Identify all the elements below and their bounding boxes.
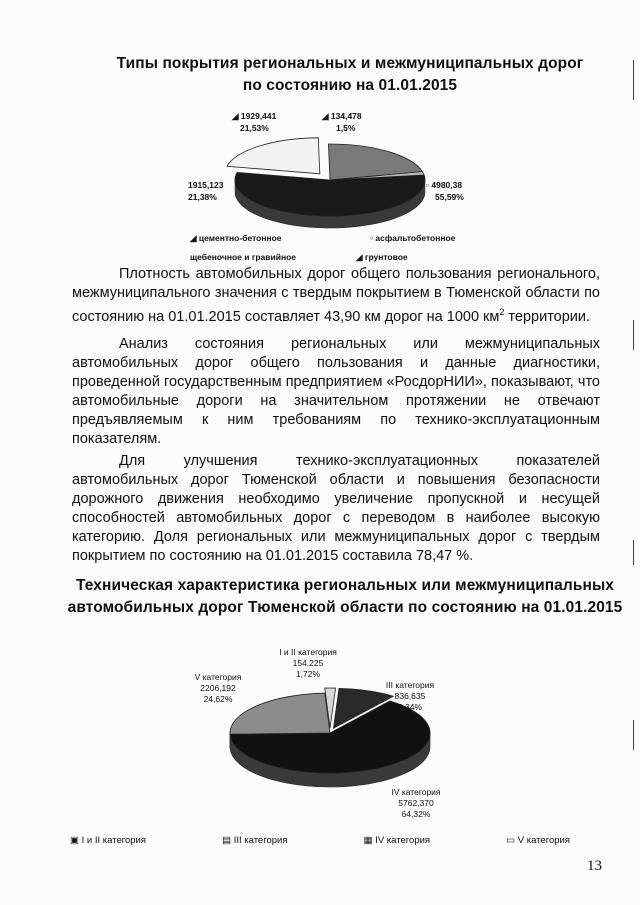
chart1-title-line1: Типы покрытия региональных и межмуниципальных дорог [116, 55, 584, 72]
chart1-label-gravel-percent: 21,38% [188, 192, 217, 202]
chart2-label-cat5-value: 2206,192 [200, 683, 236, 693]
chart2-label-cat5-percent: 24,62% [203, 694, 233, 704]
chart1-label-cement-value: ◢ 1929,441 [232, 111, 277, 121]
chart2-title [60, 575, 630, 619]
scan-edge-mark [633, 720, 634, 750]
chart2-legend-item: ▭ V категория [506, 835, 570, 846]
paragraph-density-superscript: 2 [499, 307, 505, 317]
chart1-title [70, 53, 630, 97]
chart2-label-cat4-value: 5762,370 [398, 798, 434, 808]
chart1-legend-gravel: щебеночное и гравийное [190, 252, 297, 262]
page-number: 13 [587, 858, 602, 874]
chart1-legend-asphalt: ▫ асфальтобетонное [370, 233, 456, 243]
paragraph-density-text: Плотность автомобильных дорог общего пользования регионального, межмуниципального значения с твердым покрытием в Тюменской области по состоянию на 01.01.2015 составляет 43,90 км дорог на 1000 км [72, 266, 600, 325]
chart2-slice [230, 693, 330, 734]
chart1-legend-cement: ◢ цементно-бетонное [190, 233, 282, 243]
chart1-label-asphalt-percent: 55,59% [435, 192, 464, 202]
scan-edge-mark [633, 320, 634, 350]
chart2-legend [70, 835, 570, 846]
chart2-label-cat12-percent: 1,72% [295, 669, 321, 679]
chart2-title-line1: Техническая характеристика региональных или межмуниципальных [75, 577, 615, 594]
chart2-legend-item: ▦ IV категория [363, 835, 431, 846]
chart1-slice [227, 138, 320, 174]
chart1-pie [170, 105, 490, 265]
chart2-legend-item: ▣ I и II категория [70, 835, 146, 846]
chart1-legend-dirt: ◢ грунтовое [356, 252, 408, 262]
chart1-label-gravel-value: 1915,123 [188, 180, 224, 190]
chart1-title-line2: по состоянию на 01.01.2015 [242, 77, 458, 94]
chart2-label-cat12-value: 154,225 [292, 658, 324, 668]
chart2-pie [90, 645, 570, 830]
chart2-legend-item: ▤ III категория [222, 835, 288, 846]
chart1-label-dirt-value: ◢ 134,478 [322, 111, 362, 121]
chart2-label-cat3-value: 836,635 [394, 691, 426, 701]
chart2-label-cat12-name: I и II категория [279, 647, 337, 657]
chart1-label-dirt-percent: 1,5% [336, 123, 356, 133]
paragraph-improvement: Для улучшения технико-эксплуатационных показателей автомобильных дорог Тюменской области и повышения безопасности дорожного движения необходимо увеличение пропускной и несущей способностей автомобильных дорог с переводом в наиболее высокую категорию. Доля региональных или межмуниципальных дорог с твердым покрытием по состоянию на 01.01.2015 составила 78,47 %. [72, 453, 600, 564]
chart2-label-cat4-percent: 64,32% [401, 809, 431, 819]
chart2-title-line2: автомобильных дорог Тюменской области по состоянию на 01.01.2015 [67, 599, 623, 616]
chart1-label-asphalt-value: ▫ 4980,38 [426, 180, 463, 190]
chart1-label-cement-percent: 21,53% [240, 123, 269, 133]
chart2-label-cat3-percent: 9,34% [397, 702, 423, 712]
paragraph-density [72, 265, 600, 327]
scan-edge-mark [633, 60, 634, 100]
chart2-label-cat3-name: III категория [385, 680, 435, 690]
paragraph-analysis: Анализ состояния региональных или межмуниципальных автомобильных дорог общего пользования и данные диагностики, проведенной государственным предприятием «РосдорНИИ», показывают, что автомобильные дороги на значительном протяжении не отвечают предъявляемым к ним требованиям по технико-эксплуатационным показателям. [72, 336, 600, 447]
scan-edge-mark [633, 540, 634, 565]
chart2-label-cat4-name: IV категория [391, 787, 441, 797]
chart2-label-cat5-name: V категория [194, 672, 242, 682]
paragraph-density-tail: территории. [504, 308, 591, 325]
